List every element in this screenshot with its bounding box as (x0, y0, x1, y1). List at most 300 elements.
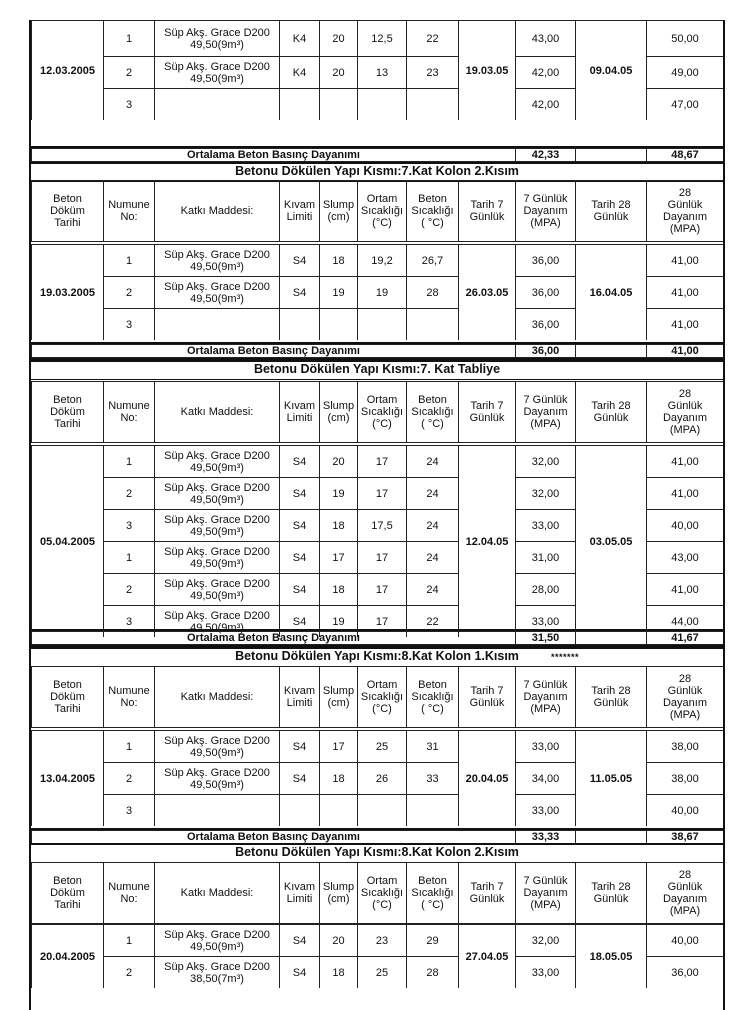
strength-7-day (516, 21, 576, 57)
admixture (155, 277, 280, 309)
consistency-text: S4 (292, 519, 307, 532)
date-7-day (459, 21, 516, 121)
column-header-row (31, 180, 723, 242)
column-header-row (31, 666, 723, 728)
header-line: ( °C) (421, 899, 444, 911)
header-line: Katkı Maddesi: (180, 691, 254, 703)
sample-no (104, 21, 155, 57)
data-block (31, 20, 723, 120)
sample-no-text: 3 (125, 615, 133, 628)
header-line: (MPA) (530, 899, 561, 911)
header-line: Ortam (366, 875, 398, 887)
strength-7-day-text: 42,00 (531, 98, 560, 111)
header-line: (cm) (327, 893, 350, 905)
concrete-temp (407, 21, 459, 57)
admixture-line: Süp Akş. Grace D200 (164, 248, 270, 261)
consistency-text: S4 (292, 740, 307, 753)
consistency (280, 57, 320, 89)
header-line: Dayanım (523, 205, 568, 217)
strength-28-day (647, 478, 724, 510)
header-line: Tarihi (54, 217, 81, 229)
header-katki (155, 382, 280, 443)
header-slump (320, 863, 358, 924)
strength-7-day-text: 28,00 (531, 583, 560, 596)
strength-28-day (647, 957, 724, 989)
average-7-day (516, 345, 576, 358)
average-28-day (647, 345, 724, 358)
ambient-temp (358, 277, 407, 309)
concrete-temp (407, 510, 459, 542)
header-slump (320, 667, 358, 728)
sample-no (104, 510, 155, 542)
sample-no-text: 3 (125, 98, 133, 111)
section-title-text: Betonu Dökülen Yapı Kısmı:8.Kat Kolon 1.Kısım (235, 649, 519, 663)
strength-28-day (647, 763, 724, 795)
strength-28-day-text: 36,00 (671, 966, 699, 979)
header-line: Numune (108, 400, 150, 412)
table-row (32, 731, 724, 763)
admixture-line: 49,50(9m³) (190, 778, 244, 791)
admixture-line: Süp Akş. Grace D200 (164, 280, 270, 293)
column-header-row (31, 381, 723, 443)
date-28-day (576, 21, 647, 121)
header-line: Günlük (667, 400, 703, 412)
header-line: Beton (418, 193, 447, 205)
section-stars: ******* (551, 652, 580, 662)
admixture (155, 21, 280, 57)
admixture (155, 245, 280, 277)
date-28-day-text: 03.05.05 (589, 535, 633, 548)
section-title-text: Betonu Dökülen Yapı Kısmı:8.Kat Kolon 2.Kısım (235, 845, 519, 859)
ambient-temp-text: 23 (375, 934, 389, 947)
date-28-day-text: 09.04.05 (589, 64, 633, 77)
concrete-temp-text: 33 (426, 772, 439, 785)
sample-no (104, 925, 155, 957)
header-line: Beton (418, 394, 447, 406)
average-label (32, 632, 516, 645)
header-line: Ortam (366, 394, 398, 406)
strength-28-day (647, 925, 724, 957)
strength-28-day-text: 41,00 (671, 286, 699, 299)
average-label-text: Ortalama Beton Basınç Dayanımı (186, 149, 360, 161)
date-28-day (576, 245, 647, 341)
header-line: Tarih 7 (470, 199, 504, 211)
strength-28-day-text: 40,00 (671, 804, 699, 817)
strength-28-day (647, 574, 724, 606)
table-row (32, 925, 724, 957)
admixture-line: Süp Akş. Grace D200 (164, 577, 270, 590)
concrete-temp (407, 245, 459, 277)
header-tarih28 (576, 863, 647, 924)
header-line: Slump (322, 400, 355, 412)
header-katki (155, 667, 280, 728)
slump-text: 18 (332, 966, 345, 979)
admixture (155, 574, 280, 606)
header-line: (cm) (327, 412, 350, 424)
sample-no (104, 57, 155, 89)
header-dayanim28 (647, 863, 724, 924)
header-line: Tarih 28 (591, 685, 631, 697)
header-kivam (280, 863, 320, 924)
concrete-temp (407, 309, 459, 341)
admixture-line: Süp Akş. Grace D200 (164, 734, 270, 747)
header-line: Kıvam (283, 400, 316, 412)
section-title-text: Betonu Dökülen Yapı Kısmı:7. Kat Tabliye (253, 362, 501, 376)
header-line: Günlük (667, 881, 703, 893)
header-line: Günlük (469, 697, 505, 709)
header-line: Döküm (50, 887, 85, 899)
slump-text: 19 (332, 487, 345, 500)
header-dokum-tarihi (32, 863, 104, 924)
ambient-temp-text: 17 (375, 583, 389, 596)
header-kivam (280, 382, 320, 443)
pour-date (32, 925, 104, 989)
header-line: Günlük (667, 199, 703, 211)
header-line: Döküm (50, 406, 85, 418)
average-label (32, 149, 516, 162)
average-label (32, 345, 516, 358)
header-line: Sıcaklığı (411, 406, 454, 418)
date-7-day-text: 12.04.05 (465, 535, 509, 548)
date-7-day (459, 446, 516, 638)
header-dayanim7 (516, 667, 576, 728)
sample-no (104, 542, 155, 574)
header-line: No: (120, 893, 138, 905)
header-katki (155, 181, 280, 242)
data-block (31, 730, 723, 826)
average-spacer (576, 831, 647, 844)
sample-no-text: 1 (125, 32, 133, 45)
strength-7-day (516, 731, 576, 763)
slump-text: 20 (332, 32, 345, 45)
strength-28-day-text: 41,00 (671, 583, 699, 596)
header-line: Sıcaklığı (360, 205, 404, 217)
header-line: (MPA) (669, 424, 701, 436)
concrete-temp-text: 31 (426, 740, 439, 753)
admixture-line: 49,50(9m³) (190, 292, 244, 305)
strength-28-day-text: 47,00 (671, 98, 699, 111)
average-7-day (516, 831, 576, 844)
header-line: Numune (108, 881, 150, 893)
section-title (31, 647, 723, 667)
concrete-temp (407, 277, 459, 309)
strength-28-day-text: 41,00 (671, 254, 699, 267)
pour-date (32, 446, 104, 638)
consistency-text: K4 (292, 32, 307, 45)
pour-date-text: 05.04.2005 (39, 535, 96, 548)
ambient-temp-text: 17 (375, 615, 389, 628)
sample-no-text: 2 (125, 66, 133, 79)
header-line: Kıvam (283, 199, 316, 211)
concrete-temp-text: 24 (426, 519, 439, 532)
date-28-day-text: 16.04.05 (589, 286, 633, 299)
admixture (155, 478, 280, 510)
concrete-temp-text: 22 (426, 615, 439, 628)
header-line: Numune (108, 199, 150, 211)
header-dokum-tarihi (32, 382, 104, 443)
ambient-temp-text: 26 (375, 772, 389, 785)
strength-7-day-text: 36,00 (531, 318, 560, 331)
header-line: Ortam (366, 193, 398, 205)
header-line: Slump (322, 199, 355, 211)
admixture-line: Süp Akş. Grace D200 (164, 449, 270, 462)
average-7-day (516, 632, 576, 645)
slump (320, 245, 358, 277)
strength-7-day (516, 89, 576, 121)
ambient-temp (358, 478, 407, 510)
header-line: Dayanım (523, 406, 568, 418)
ambient-temp-text: 12,5 (371, 32, 393, 45)
strength-28-day-text: 49,00 (671, 66, 699, 79)
date-7-day-text: 27.04.05 (465, 950, 509, 963)
header-line: Dayanım (662, 697, 708, 709)
average-label-text: Ortalama Beton Basınç Dayanımı (186, 345, 360, 357)
sample-no (104, 957, 155, 989)
slump (320, 542, 358, 574)
average-row (31, 629, 723, 647)
slump-text: 18 (332, 254, 345, 267)
consistency (280, 478, 320, 510)
data-block (31, 445, 723, 637)
header-line: (MPA) (530, 703, 561, 715)
ambient-temp-text: 25 (375, 740, 389, 753)
table-row (32, 21, 724, 57)
admixture (155, 446, 280, 478)
admixture (155, 763, 280, 795)
strength-28-day-text: 38,00 (671, 772, 699, 785)
sample-no (104, 277, 155, 309)
concrete-temp-text: 24 (426, 551, 439, 564)
slump (320, 21, 358, 57)
ambient-temp-text: 17,5 (371, 519, 393, 532)
strength-7-day-text: 33,00 (531, 966, 560, 979)
strength-7-day-text: 31,00 (531, 551, 560, 564)
consistency (280, 795, 320, 827)
average-28-day (647, 831, 724, 844)
ambient-temp (358, 957, 407, 989)
date-28-day-text: 18.05.05 (589, 950, 633, 963)
date-7-day (459, 925, 516, 989)
consistency (280, 21, 320, 57)
sample-no (104, 446, 155, 478)
header-numune (104, 181, 155, 242)
header-line: 7 Günlük (523, 875, 568, 887)
admixture-line: Süp Akş. Grace D200 (164, 60, 270, 73)
header-line: 28 (678, 388, 692, 400)
concrete-temp-text: 28 (426, 966, 439, 979)
slump (320, 57, 358, 89)
strength-7-day (516, 57, 576, 89)
section-title (31, 843, 723, 863)
header-beton (407, 667, 459, 728)
header-line: Limiti (286, 893, 313, 905)
header-line: No: (120, 697, 138, 709)
pour-date (32, 245, 104, 341)
consistency-text: S4 (292, 455, 307, 468)
admixture-line: 38,50(7m³) (190, 972, 244, 985)
header-dayanim28 (647, 181, 724, 242)
header-tarih28 (576, 667, 647, 728)
header-line: Döküm (50, 205, 85, 217)
consistency-text: S4 (292, 772, 307, 785)
admixture-line: Süp Akş. Grace D200 (164, 545, 270, 558)
header-line: Günlük (469, 412, 505, 424)
ambient-temp (358, 731, 407, 763)
header-line: 7 Günlük (523, 193, 568, 205)
ambient-temp (358, 763, 407, 795)
slump-text: 19 (332, 615, 345, 628)
header-beton (407, 863, 459, 924)
ambient-temp (358, 309, 407, 341)
slump-text: 20 (332, 66, 345, 79)
header-line: (MPA) (669, 223, 701, 235)
consistency (280, 446, 320, 478)
date-7-day-text: 20.04.05 (465, 772, 509, 785)
table-row (32, 245, 724, 277)
header-tarih7 (459, 181, 516, 242)
admixture-line: 49,50(9m³) (190, 38, 244, 51)
slump (320, 277, 358, 309)
header-line: Günlük (469, 211, 505, 223)
concrete-temp (407, 446, 459, 478)
slump (320, 574, 358, 606)
consistency-text: S4 (292, 934, 307, 947)
header-line: Döküm (50, 691, 85, 703)
header-ortam (358, 667, 407, 728)
header-line: Katkı Maddesi: (180, 205, 254, 217)
strength-7-day (516, 446, 576, 478)
consistency-text: S4 (292, 286, 307, 299)
average-28-day (647, 632, 724, 645)
sample-no-text: 2 (125, 583, 133, 596)
sample-no (104, 795, 155, 827)
average-7-day-text: 33,33 (531, 831, 560, 843)
strength-7-day-text: 33,00 (531, 804, 560, 817)
header-line: Limiti (286, 211, 313, 223)
admixture (155, 309, 280, 341)
admixture-line: 49,50(9m³) (190, 525, 244, 538)
admixture-line: Süp Akş. Grace D200 (164, 609, 270, 622)
concrete-temp (407, 574, 459, 606)
strength-7-day-text: 33,00 (531, 519, 560, 532)
ambient-temp-text: 25 (375, 966, 389, 979)
ambient-temp (358, 446, 407, 478)
slump-text: 18 (332, 583, 345, 596)
header-line: (°C) (372, 899, 392, 911)
sample-no-text: 2 (125, 772, 133, 785)
header-line: (MPA) (669, 709, 701, 721)
header-line: Kıvam (283, 881, 316, 893)
sample-no (104, 245, 155, 277)
admixture (155, 510, 280, 542)
strength-7-day-text: 42,00 (531, 66, 560, 79)
consistency (280, 574, 320, 606)
sample-no-text: 1 (125, 551, 133, 564)
strength-28-day (647, 510, 724, 542)
strength-7-day (516, 763, 576, 795)
header-line: Sıcaklığı (360, 406, 404, 418)
average-28-day-text: 38,67 (671, 831, 699, 843)
ambient-temp-text: 17 (375, 551, 389, 564)
pour-date (32, 21, 104, 121)
ambient-temp (358, 795, 407, 827)
ambient-temp-text: 19 (375, 286, 389, 299)
date-28-day-text: 11.05.05 (589, 772, 633, 785)
strength-7-day-text: 32,00 (531, 455, 560, 468)
admixture-line: 49,50(9m³) (190, 493, 244, 506)
header-line: 7 Günlük (523, 679, 568, 691)
strength-28-day-text: 41,00 (671, 487, 699, 500)
header-line: Günlük (593, 211, 629, 223)
admixture (155, 89, 280, 121)
admixture (155, 795, 280, 827)
strength-7-day (516, 510, 576, 542)
header-line: Tarih 7 (470, 685, 504, 697)
header-katki (155, 863, 280, 924)
consistency (280, 245, 320, 277)
admixture (155, 957, 280, 989)
admixture-line: 49,50(9m³) (190, 72, 244, 85)
consistency (280, 309, 320, 341)
header-line: Slump (322, 685, 355, 697)
sample-no-text: 2 (125, 487, 133, 500)
header-line: (cm) (327, 211, 350, 223)
strength-7-day (516, 574, 576, 606)
header-line: Beton (418, 875, 447, 887)
header-tarih28 (576, 382, 647, 443)
header-line: Dayanım (662, 893, 708, 905)
header-ortam (358, 382, 407, 443)
strength-7-day-text: 34,00 (531, 772, 560, 785)
header-beton (407, 181, 459, 242)
header-dayanim7 (516, 181, 576, 242)
consistency-text: S4 (292, 583, 307, 596)
header-line: Katkı Maddesi: (180, 887, 254, 899)
report-sheet (29, 20, 725, 1010)
header-line: 28 (678, 869, 692, 881)
strength-28-day (647, 446, 724, 478)
data-block (31, 924, 723, 988)
header-line: Tarih 7 (470, 400, 504, 412)
admixture-line: 49,50(9m³) (190, 940, 244, 953)
header-line: (MPA) (669, 905, 701, 917)
consistency-text: K4 (292, 66, 307, 79)
header-line: 28 (678, 187, 692, 199)
admixture-line: Süp Akş. Grace D200 (164, 928, 270, 941)
average-7-day (516, 149, 576, 162)
header-line: Günlük (667, 685, 703, 697)
header-line: Limiti (286, 697, 313, 709)
admixture (155, 542, 280, 574)
date-28-day (576, 446, 647, 638)
slump-text: 18 (332, 772, 345, 785)
header-line: Beton (53, 875, 82, 887)
slump (320, 957, 358, 989)
header-tarih7 (459, 863, 516, 924)
sample-no-text: 3 (125, 804, 133, 817)
strength-7-day-text: 33,00 (531, 740, 560, 753)
consistency-text: S4 (292, 254, 307, 267)
ambient-temp (358, 89, 407, 121)
date-7-day-text: 26.03.05 (465, 286, 509, 299)
header-line: Tarihi (54, 703, 81, 715)
header-line: Sıcaklığı (411, 887, 454, 899)
header-line: Beton (53, 394, 82, 406)
consistency (280, 89, 320, 121)
sample-no (104, 763, 155, 795)
slump (320, 446, 358, 478)
strength-28-day-text: 41,00 (671, 318, 699, 331)
